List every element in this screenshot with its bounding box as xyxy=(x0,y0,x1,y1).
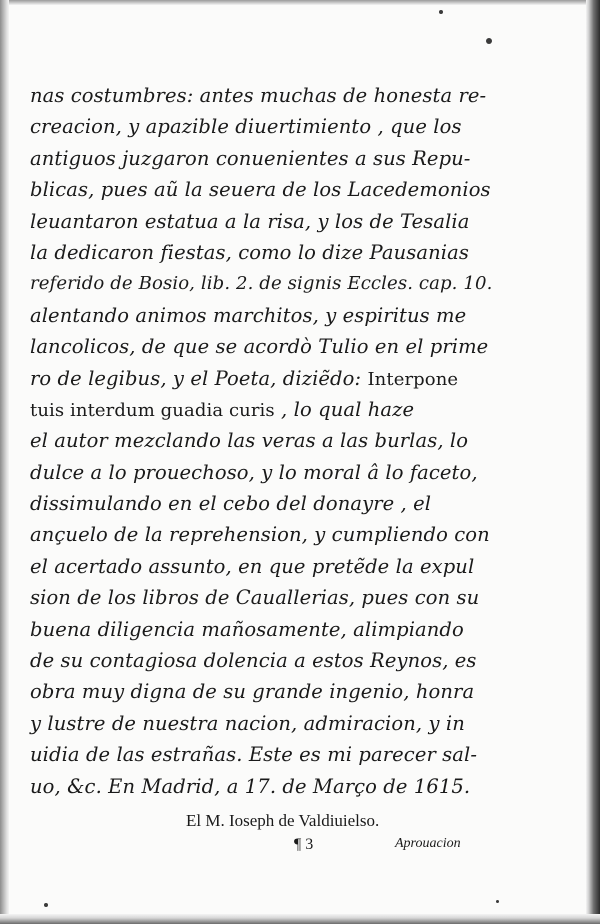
text-segment: dissimulando en el cebo del donayre , el xyxy=(30,492,432,516)
text-segment: sion de los libros de Cauallerias, pues con su xyxy=(30,586,480,610)
catchword: Aprouacion xyxy=(395,836,461,851)
ink-speck xyxy=(486,38,492,44)
text-segment: ro de legibus, y el Poeta, diziẽdo: xyxy=(30,366,368,390)
text-segment: tuis interdum guadia curis xyxy=(30,399,275,421)
ink-speck xyxy=(496,900,499,903)
text-segment: dulce a lo prouechoso, y lo moral â lo faceto, xyxy=(30,460,478,484)
text-line xyxy=(30,331,492,362)
text-segment: alentando animos marchitos, y espiritus me xyxy=(30,303,467,327)
text-line xyxy=(30,363,492,394)
text-line xyxy=(30,708,492,739)
text-segment: obra muy digna de su grande ingenio, honra xyxy=(30,680,475,704)
page-bottom-shadow xyxy=(0,914,600,924)
text-line xyxy=(30,519,492,550)
text-line xyxy=(30,488,492,519)
text-segment: de su contagiosa dolencia a estos Reynos, es xyxy=(30,649,477,673)
text-line xyxy=(30,676,492,707)
text-segment: creacion, y apazible diuertimiento , que los xyxy=(30,115,462,139)
text-line xyxy=(30,143,492,174)
text-line xyxy=(30,425,492,456)
text-line xyxy=(30,80,492,111)
text-segment: nas costumbres: antes muchas de honesta re- xyxy=(30,84,487,107)
text-line xyxy=(30,457,492,488)
text-line xyxy=(30,614,492,645)
text-line xyxy=(30,237,492,268)
text-segment: ançuelo de la reprehension, y cumpliendo con xyxy=(30,523,490,547)
text-line xyxy=(30,174,492,205)
text-segment: la dedicaron fiestas, como lo dize Pausanias xyxy=(30,240,469,264)
body-text xyxy=(30,80,492,802)
page-left-shadow xyxy=(0,0,9,924)
text-segment: Interpone xyxy=(367,368,459,390)
text-segment: el acertado assunto, en que pretẽde la expul xyxy=(30,554,475,578)
text-segment: antiguos juzgaron conuenientes a sus Repu- xyxy=(30,146,471,170)
text-segment: el autor mezclando las veras a las burlas, lo xyxy=(30,429,469,453)
text-segment: , lo qual haze xyxy=(274,397,415,421)
text-segment: uidia de las estrañas. Este es mi parecer sal- xyxy=(30,743,478,767)
signature: El M. Ioseph de Valdiuielso. xyxy=(186,811,380,830)
text-line xyxy=(30,111,492,142)
text-line xyxy=(30,582,492,613)
text-line xyxy=(30,268,492,299)
text-line xyxy=(30,300,492,331)
text-line xyxy=(30,771,492,802)
text-line xyxy=(30,645,492,676)
text-line xyxy=(30,394,492,425)
text-segment: blicas, pues aũ la seuera de los Lacedemonios xyxy=(30,178,491,202)
text-line xyxy=(30,206,492,237)
text-segment: referido de Bosio, lib. 2. de signis Eccles. cap. 10. xyxy=(30,273,493,295)
text-line xyxy=(30,551,492,582)
page-top-shadow xyxy=(0,0,600,5)
signature-mark: ¶ 3 xyxy=(294,836,314,853)
ink-speck xyxy=(439,10,443,14)
text-segment: buena diligencia mañosamente, alimpiando xyxy=(30,617,464,641)
ink-speck xyxy=(44,903,48,907)
text-segment: lancolicos, de que se acordò Tulio en el prime xyxy=(30,335,489,359)
text-segment: y lustre de nuestra nacion, admiracion, y in xyxy=(30,711,465,735)
page-right-shadow xyxy=(586,0,600,924)
text-line xyxy=(30,739,492,770)
text-segment: uo, &c. En Madrid, a 17. de Março de 1615. xyxy=(30,774,471,798)
text-segment: leuantaron estatua a la risa, y los de Tesalia xyxy=(30,209,470,233)
